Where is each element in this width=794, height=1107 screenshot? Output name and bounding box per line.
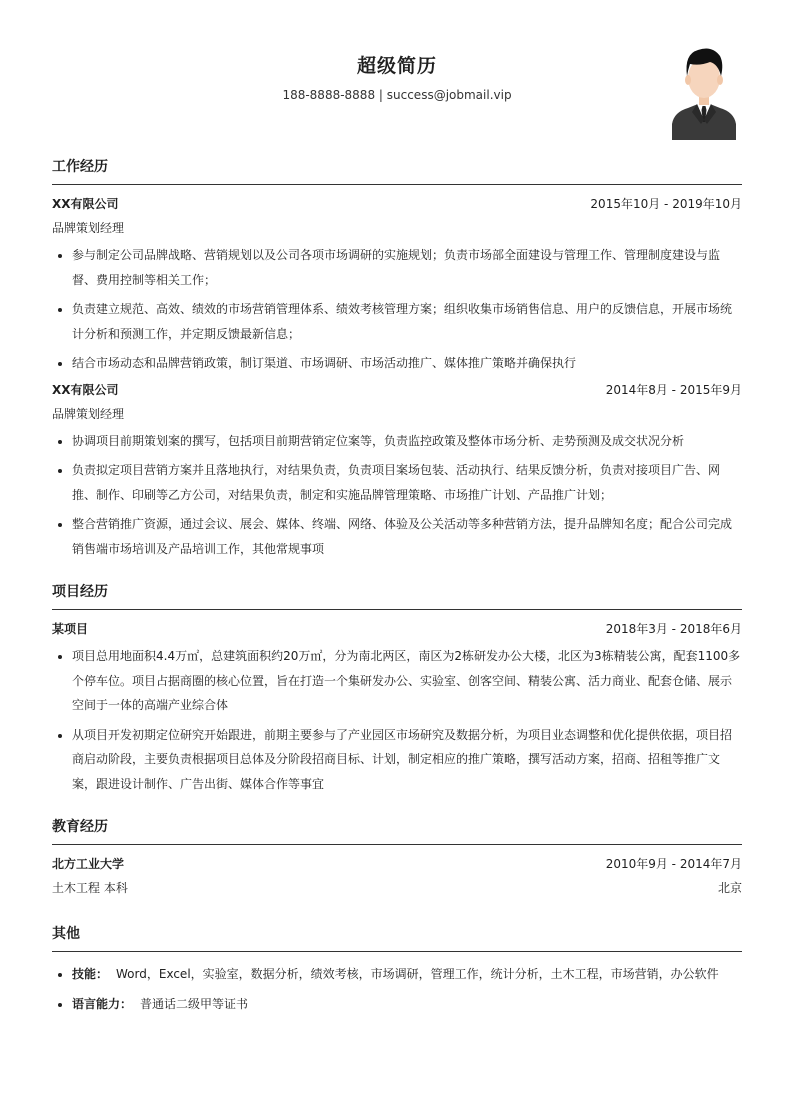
other-section bbox=[52, 923, 742, 1016]
date-range: 2015年10月 - 2019年10月 bbox=[590, 197, 742, 211]
section-title-other: 其他 bbox=[52, 923, 742, 952]
skills-value: Word，Excel，实验室，数据分析，绩效考核，市场调研，管理工作，统计分析，土木工程，市场营销，办公软件 bbox=[116, 967, 719, 981]
work-experience-section bbox=[52, 156, 742, 561]
date-range: 2010年9月 - 2014年7月 bbox=[605, 857, 742, 871]
list-item: • 负责建立规范、高效、绩效的市场营销管理体系、绩效考核管理方案；组织收集市场销售信息、用户的反馈信息，开展市场统计分析和预测工作，并定期反馈最新信息； bbox=[72, 297, 742, 346]
list-item: • 项目总用地面积4.4万㎡，总建筑面积约20万㎡，分为南北两区，南区为2栋研发办公大楼，北区为3栋精装公寓，配套1100多个停车位。项目占据商圈的核心位置，旨在打造一个集研发办公、实验室、创客空间、精装公寓、活力商业、配套仓储、展示空间于一体的高端产业综合体 bbox=[72, 644, 742, 718]
language-label: 语言能力： bbox=[72, 996, 133, 1011]
education-section bbox=[52, 816, 742, 897]
resume-header bbox=[52, 0, 742, 150]
list-item bbox=[72, 992, 742, 1017]
education-entry bbox=[52, 855, 742, 897]
section-title-projects: 项目经历 bbox=[52, 581, 742, 610]
list-item: • 结合市场动态和品牌营销政策，制订渠道、市场调研、市场活动推广、媒体推广策略并确保执行 bbox=[72, 351, 742, 376]
project-entry bbox=[52, 620, 742, 796]
job-role: 品牌策划经理 bbox=[52, 406, 125, 421]
major-degree: 土木工程 本科 bbox=[52, 881, 128, 895]
list-item: • 负责拟定项目营销方案并且落地执行，对结果负责，负责项目案场包装、活动执行、结果反馈分析，负责对接项目广告、网推、制作、印刷等乙方公司，对结果负责，制定和实施品牌管理策略、市场推广计划、产品推广计划； bbox=[72, 458, 742, 507]
project-experience-section bbox=[52, 581, 742, 796]
job-role: 品牌策划经理 bbox=[52, 221, 125, 235]
work-entry bbox=[52, 195, 742, 376]
list-item: • 从项目开发初期定位研究开始跟进，前期主要参与了产业园区市场研究及数据分析，为项目业态调整和优化提供依据，项目招商启动阶段，主要负责根据项目总体及分阶段招商目标、计划，制定相应的推广策略，撰写活动方案，招商、招租等推广文案，跟进设计制作、广告出街、媒体合作等事宜 bbox=[72, 723, 742, 797]
list-item: • 参与制定公司品牌战略、营销规划以及公司各项市场调研的实施规划；负责市场部全面建设与管理工作、管理制度建设与监督、费用控制等相关工作； bbox=[72, 243, 742, 292]
date-range: 2014年8月 - 2015年9月 bbox=[605, 382, 742, 397]
skills-label: 技能： bbox=[72, 967, 109, 981]
resume-page bbox=[52, 0, 742, 1021]
section-title-education: 教育经历 bbox=[52, 816, 742, 845]
company-name: XX有限公司 bbox=[52, 382, 119, 397]
list-item: • 协调项目前期策划案的撰写，包括项目前期营销定位案等，负责监控政策及整体市场分析、走势预测及成交状况分析 bbox=[72, 429, 742, 454]
contact-info: 188-8888-8888 | success@jobmail.vip bbox=[282, 88, 512, 102]
list-item bbox=[72, 962, 742, 987]
school-name: 北方工业大学 bbox=[52, 857, 125, 871]
project-name: 某项目 bbox=[52, 622, 89, 636]
list-item: • 整合营销推广资源，通过会议、展会、媒体、终端、网络、体验及公关活动等多种营销方法，提升品牌知名度；配合公司完成销售端市场培训及产品培训工作，其他常规事项 bbox=[72, 512, 742, 561]
company-name: XX有限公司 bbox=[52, 197, 119, 211]
candidate-name: 超级简历 bbox=[356, 55, 437, 77]
date-range: 2018年3月 - 2018年6月 bbox=[605, 622, 742, 636]
location: 北京 bbox=[717, 881, 742, 895]
section-title-work: 工作经历 bbox=[52, 156, 742, 185]
avatar bbox=[668, 42, 740, 140]
language-value: 普通话二级甲等证书 bbox=[140, 996, 249, 1011]
work-entry bbox=[52, 381, 742, 562]
